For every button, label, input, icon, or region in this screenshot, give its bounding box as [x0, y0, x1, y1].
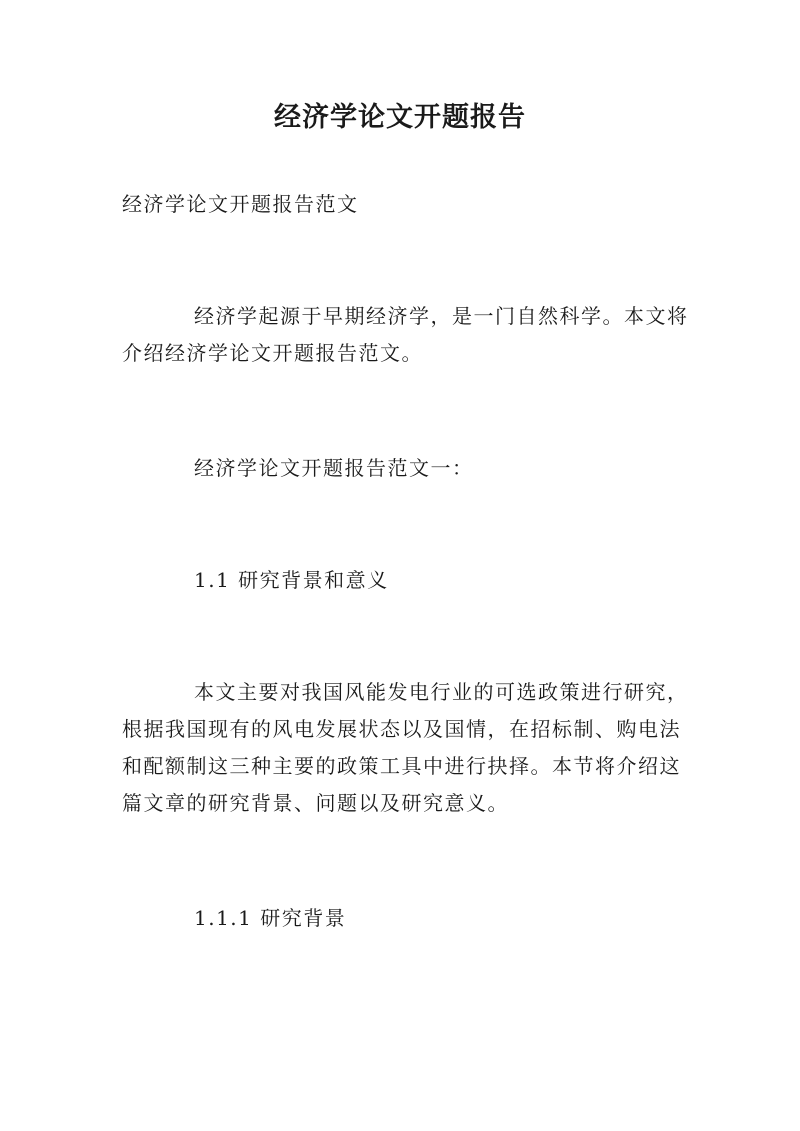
document-subtitle	[122, 186, 692, 223]
section-heading	[122, 450, 692, 487]
section-heading-text: 经济学论文开题报告范文一：	[194, 456, 474, 480]
intro-line-2: 介绍经济学论文开题报告范文。	[122, 341, 423, 365]
body-paragraph	[122, 674, 692, 822]
heading-1-1-1-text: 1.1.1 研究背景	[194, 906, 347, 930]
intro-line-1: 经济学起源于早期经济学，是一门自然科学。本文将	[194, 304, 689, 328]
intro-paragraph	[122, 298, 692, 372]
body-line-1: 本文主要对我国风能发电行业的可选政策进行研究，	[194, 680, 689, 704]
document-title: 经济学论文开题报告	[274, 102, 526, 133]
heading-1-1-1	[122, 900, 692, 937]
body-line-2: 根据我国现有的风电发展状态以及国情，在招标制、购电法	[122, 717, 681, 741]
subtitle-text: 经济学论文开题报告范文	[122, 192, 359, 216]
heading-1-1-text: 1.1 研究背景和意义	[194, 568, 389, 592]
body-line-3: 和配额制这三种主要的政策工具中进行抉择。本节将介绍这	[122, 754, 681, 778]
body-line-4: 篇文章的研究背景、问题以及研究意义。	[122, 791, 509, 815]
heading-1-1	[122, 562, 692, 599]
